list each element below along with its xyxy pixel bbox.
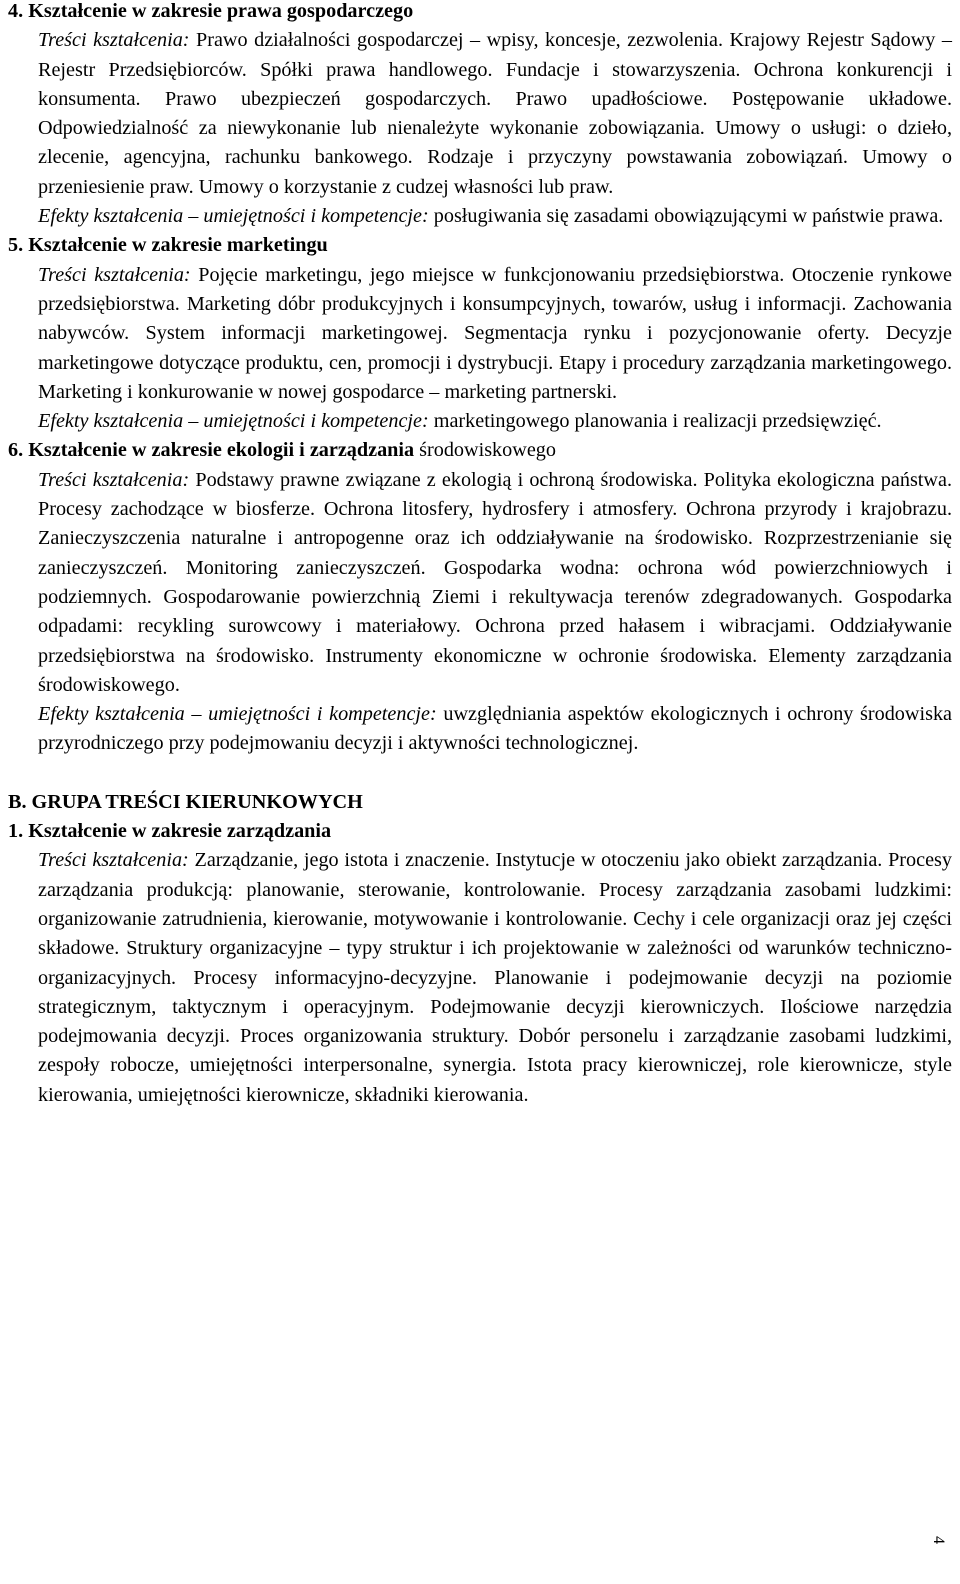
section-6-content-label: Treści kształcenia:: [38, 468, 190, 491]
section-6-heading: [8, 436, 952, 465]
section-5-effects-text: marketingowego planowania i realizacji przedsięwzięć.: [428, 410, 882, 433]
section-4-heading: 4. Kształcenie w zakresie prawa gospodarczego: [8, 0, 414, 22]
page-number-text: 4: [930, 1536, 947, 1544]
section-6-content-text: Podstawy prawne związane z ekologią i ochroną środowiska. Polityka ekologiczna państwa. Procesy zachodzące w biosferze. Ochrona litosfery, hydrosfery i atmosfery. Ochrona przyrody i krajobrazu. Zanieczyszczenia naturalne i antropogenne oraz ich oddziaływanie na środowisko. Rozprzestrzenianie się zanieczyszczeń. Monitoring zanieczyszczeń. Gospodarka wodna: ochrona wód powierzchniowych i podziemnych. Gospodarowanie powierzchnią Ziemi i rekultywacja terenów zdegradowanych. Gospodarka odpadami: recykling surowcowy i materiałowy. Ochrona przed hałasem i wibracjami. Oddziaływanie przedsiębiorstwa na środowisko. Instrumenty ekonomiczne w ochronie środowiska. Elementy zarządzania środowiskowego.: [38, 468, 952, 696]
section-4-effects: [38, 202, 952, 231]
section-6-effects-text: uwzględniania aspektów ekologicznych i ochrony środowiska przyrodniczego przy podejmowaniu decyzji i aktywności technologicznej.: [38, 703, 952, 755]
section-b1-content: [38, 846, 952, 1110]
group-b-heading: B. GRUPA TREŚCI KIERUNKOWYCH: [8, 790, 363, 813]
section-4-content: [38, 26, 952, 202]
section-4-content-label: Treści kształcenia:: [38, 29, 190, 52]
section-spacer: [8, 759, 952, 788]
section-5-content: [38, 261, 952, 407]
section-4-content-text: Prawo działalności gospodarczej – wpisy, koncesje, zezwolenia. Krajowy Rejestr Sądowy – Rejestr Przedsiębiorców. Spółki prawa handlowego. Fundacje i stowarzyszenia. Ochrona konkurencji i konsumenta. Prawo ubezpieczeń gospodarczych. Prawo upadłościowe. Postępowanie układowe. Odpowiedzialność za niewykonanie lub nienależyte wykonanie zobowiązania. Umowy o usługi: o dzieło, zlecenie, agencyjna, rachunku bankowego. Rodzaje i przyczyny powstawania zobowiązań. Umowy o przeniesienie praw. Umowy o korzystanie z cudzej własności lub praw.: [38, 29, 952, 198]
section-5-effects: [38, 407, 952, 436]
section-b1-heading: 1. Kształcenie w zakresie zarządzania: [8, 820, 332, 843]
section-5-content-label: Treści kształcenia:: [38, 263, 191, 286]
section-5-effects-label: Efekty kształcenia – umiejętności i kompetencje:: [38, 410, 429, 433]
document-content: [8, 0, 952, 1110]
section-6-heading-bold: 6. Kształcenie w zakresie ekologii i zarządzania: [8, 439, 420, 462]
section-b1-content-text: Zarządzanie, jego istota i znaczenie. Instytucje w otoczeniu jako obiekt zarządzania. Procesy zarządzania produkcją: planowanie, sterowanie, kontrolowanie. Procesy zarządzania zasobami ludzkimi: organizowanie zatrudnienia, kierowanie, motywowanie i kontrolowanie. Cechy i cele organizacji oraz jej części składowe. Struktury organizacyjne – typy struktur i ich projektowanie w zależności od warunków techniczno-organizacyjnych. Procesy informacyjno-decyzyjne. Planowanie i podejmowanie decyzji na poziomie strategicznym, taktycznym i operacyjnym. Podejmowanie decyzji kierowniczych. Ilościowe narzędzia podejmowania decyzji. Proces organizowania struktury. Dobór personelu i zarządzanie zasobami ludzkimi, zespoły robocze, umiejętności interpersonalne, synergia. Istota pracy kierowniczej, role kierownicze, style kierowania, umiejętności kierownicze, składniki kierowania.: [38, 849, 952, 1106]
section-5-heading: 5. Kształcenie w zakresie marketingu: [8, 234, 328, 257]
section-5-content-text: Pojęcie marketingu, jego miejsce w funkcjonowaniu przedsiębiorstwa. Otoczenie rynkowe przedsiębiorstwa. Marketing dóbr produkcyjnych i konsumpcyjnych, towarów, usług i informacji. Zachowania nabywców. System informacji marketingowej. Segmentacja rynku i pozycjonowanie oferty. Decyzje marketingowe dotyczące produktu, cen, promocji i dystrybucji. Etapy i procedury zarządzania marketingowego. Marketing i konkurowanie w nowej gospodarce – marketing partnerski.: [38, 263, 952, 403]
section-6-heading-tail: środowiskowego: [419, 439, 556, 462]
page-number: [928, 1536, 954, 1582]
section-4-effects-text: posługiwania się zasadami obowiązującymi w państwie prawa.: [428, 205, 944, 228]
section-4-effects-label: Efekty kształcenia – umiejętności i kompetencje:: [38, 205, 429, 228]
section-6-effects-label: Efekty kształcenia – umiejętności i kompetencje:: [38, 703, 437, 726]
section-6-content: [38, 466, 952, 700]
section-b1-content-label: Treści kształcenia:: [38, 849, 189, 872]
section-6-effects: [38, 700, 952, 759]
